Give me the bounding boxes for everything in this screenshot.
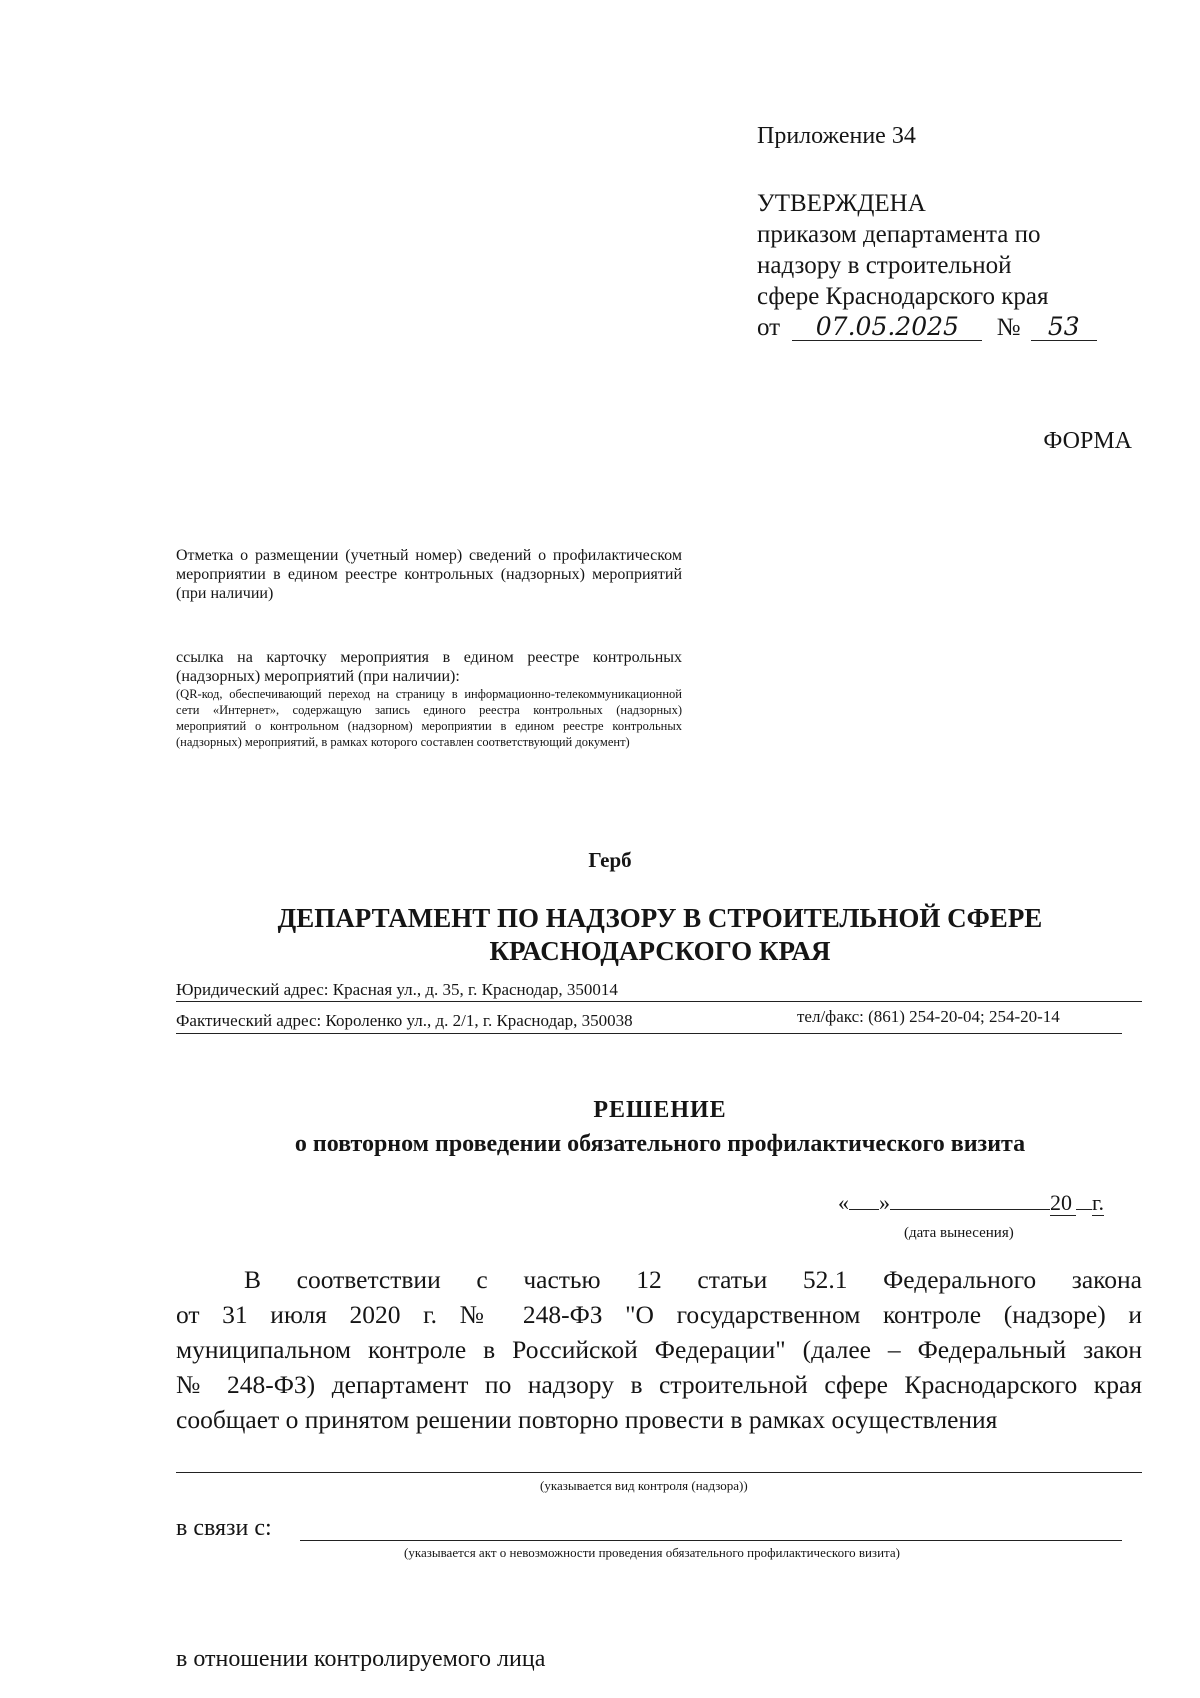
- approved-label: УТВЕРЖДЕНА: [757, 190, 926, 217]
- reason-caption: (указывается акт о невозможности проведения обязательного профилактического визита): [404, 1545, 900, 1560]
- phone-fax: тел/факс: (861) 254-20-04; 254-20-14: [797, 1007, 1060, 1026]
- date-close-quote: »: [879, 1190, 890, 1215]
- body-line-1: В соответствии с частью 12 статьи 52.1 Федерального закона: [244, 1265, 1142, 1294]
- order-date: 07.05.2025: [792, 314, 982, 341]
- control-type-line: [176, 1472, 1142, 1473]
- coat-of-arms-label: Герб: [588, 848, 632, 872]
- reason-line: [300, 1540, 1122, 1541]
- decision-title: РЕШЕНИЕ: [593, 1097, 727, 1123]
- approval-block: [757, 188, 1097, 343]
- registry-note: Отметка о размещении (учетный номер) сведений о профилактическом мероприятии в едином реестре контрольных (надзорных) мероприятий (при наличии): [176, 547, 682, 602]
- regarding-label: в отношении контролируемого лица: [176, 1646, 546, 1672]
- qr-note: (QR-код, обеспечивающий переход на страницу в информационно-телекоммуникационной сети «Интернет», содержащую запись единого реестра контрольных (надзорных) мероприятий о контрольном (надзорном) мероприятии в едином реестре контрольных (надзорных) мероприятий, в рамках которого составлен соответствующий документ): [176, 687, 682, 749]
- order-date-line: [757, 312, 1097, 343]
- decision-date: [838, 1190, 1104, 1216]
- body-line-2: от 31 июля 2020 г. № 248-ФЗ "О государственном контроле (надзоре) и: [176, 1300, 1142, 1329]
- reason-label: в связи с:: [176, 1515, 272, 1541]
- appendix-label: Приложение 34: [757, 123, 916, 149]
- order-line-2: надзору в строительной: [757, 252, 1012, 279]
- legal-address: Юридический адрес: Красная ул., д. 35, г. Краснодар, 350014: [176, 980, 618, 999]
- date-caption: (дата вынесения): [904, 1225, 1014, 1241]
- department-name: [0, 902, 1200, 968]
- order-line-3: сфере Краснодарского края: [757, 283, 1049, 310]
- year-suffix: г.: [1092, 1190, 1105, 1215]
- department-line-1: ДЕПАРТАМЕНТ ПО НАДЗОРУ В СТРОИТЕЛЬНОЙ СФЕРЕ: [277, 903, 1043, 933]
- body-line-4: № 248-ФЗ) департамент по надзору в строительной сфере Краснодарского края: [176, 1370, 1142, 1399]
- department-line-2: КРАСНОДАРСКОГО КРАЯ: [489, 936, 831, 966]
- legal-address-rule: [176, 1001, 1142, 1002]
- actual-address: Фактический адрес: Короленко ул., д. 2/1, г. Краснодар, 350038: [176, 1011, 633, 1030]
- form-label: ФОРМА: [1043, 428, 1132, 454]
- control-type-caption: (указывается вид контроля (надзора)): [540, 1478, 748, 1493]
- registry-link-text: ссылка на карточку мероприятия в едином реестре контрольных (надзорных) мероприятий (при наличии):: [176, 649, 682, 685]
- actual-address-rule: [176, 1033, 1122, 1034]
- order-line-1: приказом департамента по: [757, 221, 1041, 248]
- from-label: от: [757, 314, 781, 341]
- body-paragraph: [176, 1262, 1142, 1437]
- registry-link-block: [176, 648, 682, 750]
- year-prefix: 20: [1050, 1190, 1076, 1216]
- body-line-3: муниципальном контроле в Российской Федерации" (далее – Федеральный закон: [176, 1335, 1142, 1364]
- decision-subtitle: о повторном проведении обязательного профилактического визита: [294, 1131, 1026, 1157]
- body-line-5: сообщает о принятом решении повторно провести в рамках осуществления: [176, 1405, 998, 1434]
- date-open-quote: «: [838, 1190, 849, 1215]
- number-label: №: [996, 314, 1021, 341]
- order-number: 53: [1031, 314, 1097, 341]
